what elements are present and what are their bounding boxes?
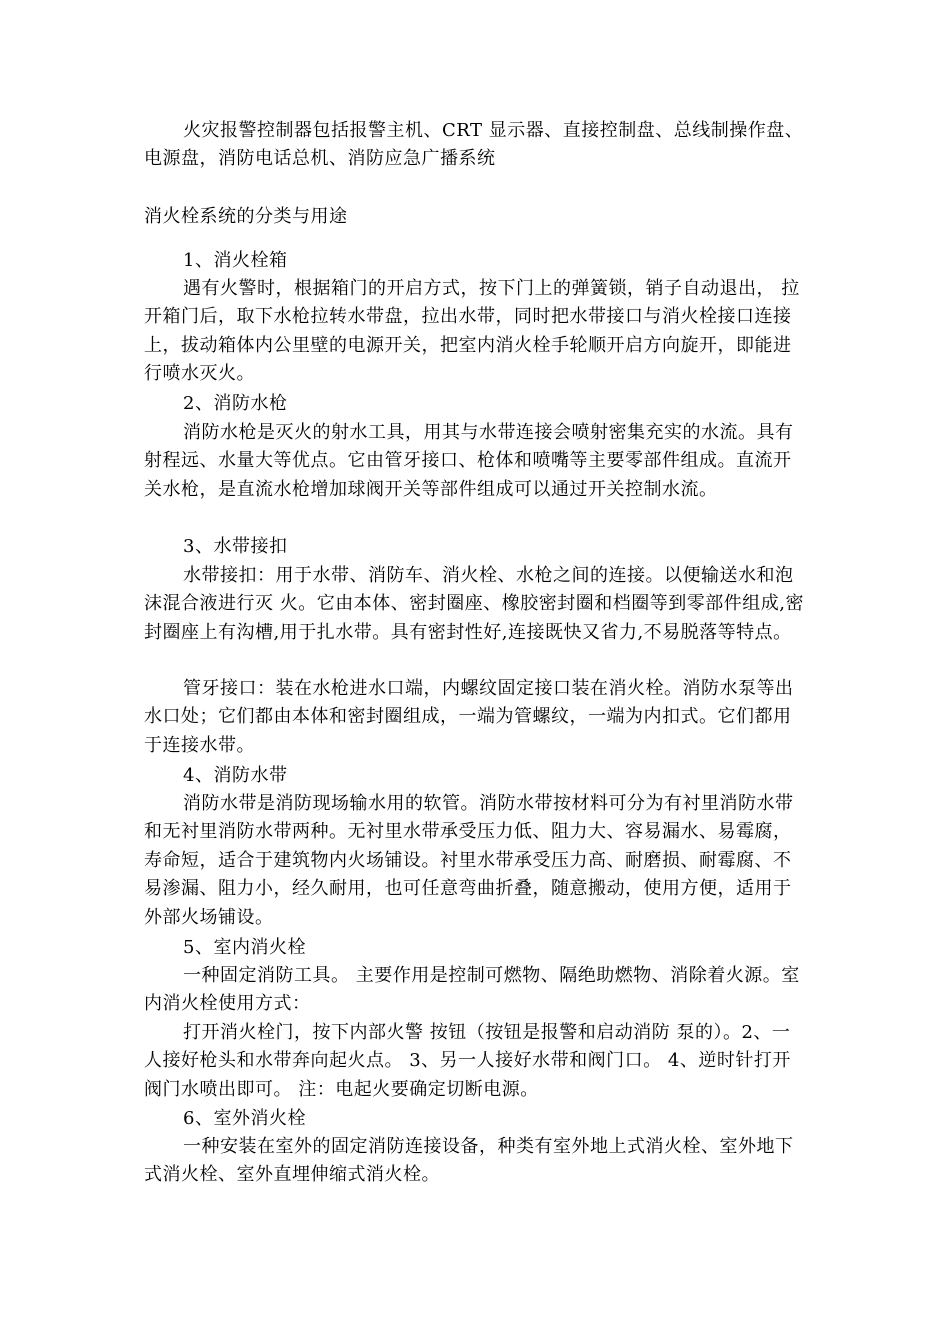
item-heading-hydrant-box: 1、消火栓箱 — [183, 250, 288, 271]
item-paragraph: 打开消火栓门，按下内部火警 按钮（按钮是报警和启动消防 泵的）。2、一人接好枪头和水带奔向起火点。 3、另一人接好水带和阀门口。 4、逆时针打开阀门水喷出即可。 注：电起火要确定切断电源。 — [144, 1022, 791, 1100]
intro-paragraph: 火灾报警控制器包括报警主机、CRT 显示器、直接控制盘、总线制操作盘、电源盘，消防电话总机、消防应急广播系统 — [144, 120, 804, 170]
item-paragraph: 水带接扣：用于水带、消防车、消火栓、水枪之间的连接。以便输送水和泡沫混合液进行灭 火。它由本体、密封圈座、橡胶密封圈和档圈等到零部件组成,密封圈座上有沟槽,用于扎水带。具有密封性好,连接既快又省力,不易脱落等特点。 — [144, 565, 804, 643]
item-paragraph: 管牙接口：装在水枪进水口端，内螺纹固定接口装在消火栓。消防水泵等出水口处；它们都由本体和密封圈组成，一端为管螺纹，一端为内扣式。它们都用于连接水带。 — [144, 678, 794, 756]
item-paragraph: 消防水带是消防现场输水用的软管。消防水带按材料可分为有衬里消防水带和无衬里消防水带两种。无衬里水带承受压力低、阻力大、容易漏水、易霉腐，寿命短，适合于建筑物内火场铺设。衬里水带承受压力高、耐磨损、耐霉腐、不易渗漏、阻力小，经久耐用，也可任意弯曲折叠，随意搬动，使用方便，适用于外部火场铺设。 — [144, 793, 794, 928]
section-title: 消火栓系统的分类与用途 — [144, 206, 348, 227]
item-heading-indoor-hydrant: 5、室内消火栓 — [183, 937, 306, 958]
item-heading-outdoor-hydrant: 6、室外消火栓 — [183, 1108, 306, 1129]
item-paragraph: 一种固定消防工具。 主要作用是控制可燃物、隔绝助燃物、消除着火源。室内消火栓使用方式： — [144, 965, 800, 1015]
item-heading-fire-hose: 4、消防水带 — [183, 765, 288, 786]
item-paragraph: 遇有火警时，根据箱门的开启方式，按下门上的弹簧锁，销子自动退出， 拉开箱门后，取下水枪拉转水带盘，拉出水带，同时把水带接口与消火栓接口连接上，拔动箱体内公里壁的电源开关，把室内消火栓手轮顺开启方向旋开，即能进行喷水灭火。 — [144, 278, 800, 385]
item-paragraph: 消防水枪是灭火的射水工具，用其与水带连接会喷射密集充实的水流。具有射程远、水量大等优点。它由管牙接口、枪体和喷嘴等主要零部件组成。直流开关水枪，是直流水枪增加球阀开关等部件组成可以通过开关控制水流。 — [144, 422, 794, 500]
item-heading-fire-nozzle: 2、消防水枪 — [183, 393, 288, 414]
item-heading-hose-coupling: 3、水带接扣 — [183, 536, 288, 557]
item-paragraph: 一种安装在室外的固定消防连接设备，种类有室外地上式消火栓、室外地下式消火栓、室外直埋伸缩式消火栓。 — [144, 1136, 794, 1186]
